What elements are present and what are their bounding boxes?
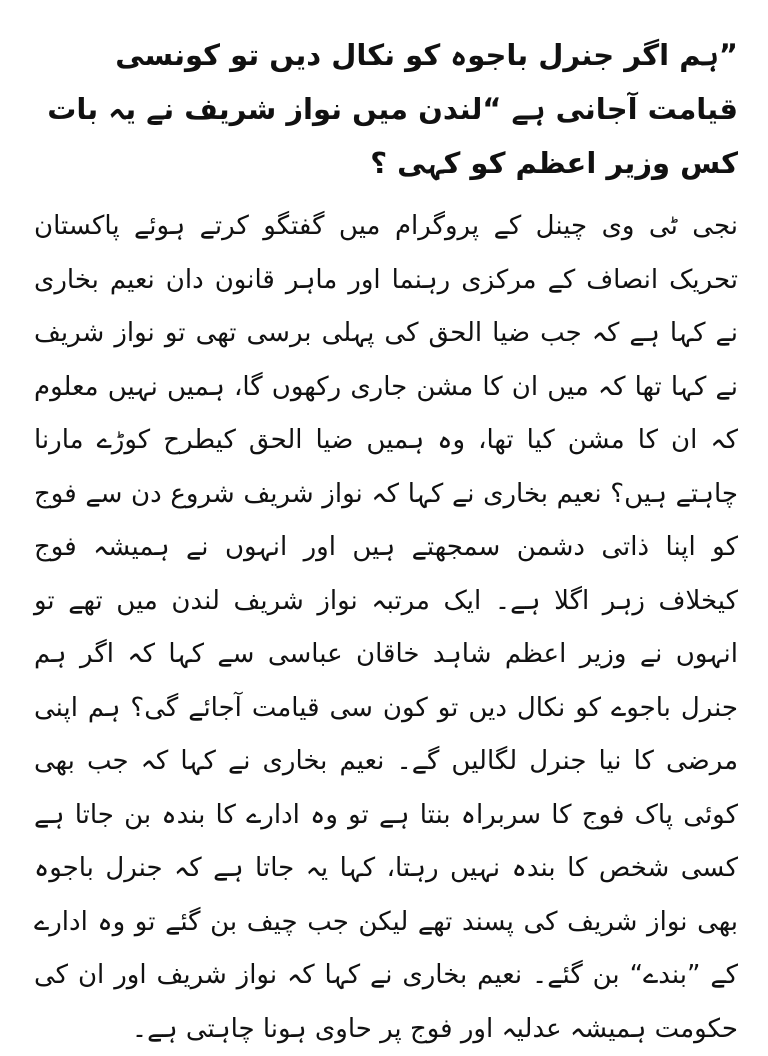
article-body: نجی ٹی وی چینل کے پروگرام میں گفتگو کرتے ہوئے پاکستان تحریک انصاف کے مرکزی رہنما اور ماہر قانون دان نعیم بخاری نے کہا ہے کہ جب ضیا الحق کی پہلی برسی تھی تو نواز شریف نے کہا تھا کہ میں ان کا مشن جاری رکھوں گا، ہمیں نہیں معلوم کہ ان کا مشن کیا تھا، وہ ہمیں ضیا الحق کیطرح کوڑے مارنا چاہتے ہیں؟ نعیم بخاری نے کہا کہ نواز شریف شروع دن سے فوج کو اپنا ذاتی دشمن سمجھتے ہیں اور انہوں نے ہمیشہ فوج کیخلاف زہر اگلا ہے۔ ایک مرتبہ نواز شریف لندن میں تھے تو انہوں نے وزیر اعظم شاہد خاقان عباسی سے کہا کہ اگر ہم جنرل باجوے کو نکال دیں تو کون سی قیامت آجائے گی؟ ہم اپنی مرضی کا نیا جنرل لگالیں گے۔ نعیم بخاری نے کہا کہ جب بھی کوئی پاک فوج کا سربراہ بنتا ہے تو وہ ادارے کا بندہ بن جاتا ہے کسی شخص کا بندہ نہیں رہتا، کہا یہ جاتا ہے کہ جنرل باجوہ بھی نواز شریف کی پسند تھے لیکن جب چیف بن گئے تو وہ ادارے کے ”بندے“ بن گئے۔ نعیم بخاری نے کہا کہ نواز شریف اور ان کی حکومت ہمیشہ عدلیہ اور فوج پر حاوی ہونا چاہتی ہے۔ xyxy=(34,211,738,1044)
article-headline: ”ہم اگر جنرل باجوہ کو نکال دیں تو کونسی قیامت آجانی ہے “لندن میں نواز شریف نے یہ بات کس وزیر اعظم کو کہی ؟ xyxy=(47,38,738,180)
